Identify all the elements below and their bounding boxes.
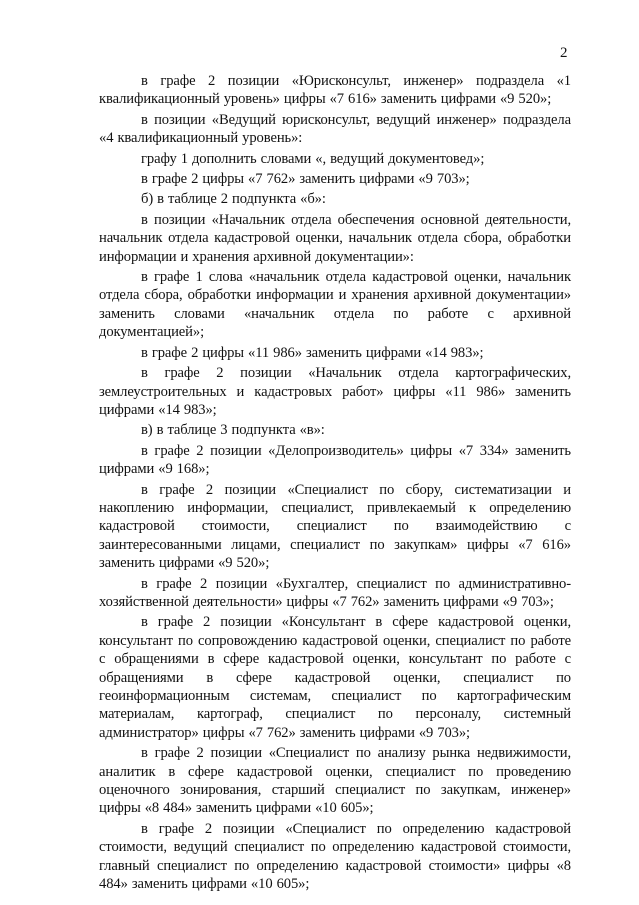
paragraph-1: в графе 2 позиции «Юрисконсульт, инженер» подраздела «1 квалификационный уровень» цифры «7 616» заменить цифрами «9 520»;	[99, 73, 571, 108]
paragraph-10: в) в таблице 3 подпункта «в»:	[141, 422, 325, 439]
paragraph-7: в графе 1 слова «начальник отдела кадастровой оценки, начальник отдела сбора, обработки информации и хранения архивной документации» заменить словами «начальник отдела по работе с архивной документацией»;	[99, 269, 571, 341]
paragraph-5: б) в таблице 2 подпункта «б»:	[141, 191, 326, 208]
paragraph-14: в графе 2 позиции «Консультант в сфере кадастровой оценки, консультант по сопровождению кадастровой оценки, специалист по работе с обращениями в сфере кадастровой оценки, консультант по работе с обращениями в сфере кадастровой оценки, специалист по геоинформационным системам, специалист по картографическим материалам, картограф, специалист по персоналу, системный администратор» цифры «7 762» заменить цифрами «9 703»;	[99, 614, 571, 741]
paragraph-6: в позиции «Начальник отдела обеспечения основной деятельности, начальник отдела кадастровой оценки, начальник отдела сбора, обработки информации и хранения архивной документации»:	[99, 211, 571, 265]
paragraph-9: в графе 2 позиции «Начальник отдела картографических, землеустроительных и кадастровых работ» цифры «11 986» заменить цифрами «14 983»;	[99, 365, 571, 418]
document-body	[99, 72, 571, 895]
paragraph-3: графу 1 дополнить словами «, ведущий документовед»;	[141, 150, 485, 167]
page-number: 2	[560, 45, 568, 61]
paragraph-13: в графе 2 позиции «Бухгалтер, специалист по административно-хозяйственной деятельности» цифры «7 762» заменить цифрами «9 703»;	[99, 575, 571, 610]
paragraph-4: в графе 2 цифры «7 762» заменить цифрами «9 703»;	[141, 171, 470, 188]
paragraph-11: в графе 2 позиции «Делопроизводитель» цифры «7 334» заменить цифрами «9 168»;	[99, 442, 571, 478]
paragraph-12: в графе 2 позиции «Специалист по сбору, систематизации и накоплению информации, специалист, привлекаемый к определению кадастровой стоимости, специалист по взаимодействию с заинтересованными лицами, специалист по закупкам» цифры «7 616» заменить цифрами «9 520»;	[99, 481, 571, 572]
paragraph-15: в графе 2 позиции «Специалист по анализу рынка недвижимости, аналитик в сфере кадастровой оценки, специалист по проведению оценочного зонирования, старший специалист по закупкам, инженер» цифры «8 484» заменить цифрами «10 605»;	[99, 745, 571, 817]
paragraph-2: в позиции «Ведущий юрисконсульт, ведущий инженер» подраздела «4 квалификационный уровень»:	[99, 111, 571, 147]
paragraph-8: в графе 2 цифры «11 986» заменить цифрами «14 983»;	[141, 344, 484, 361]
paragraph-16: в графе 2 позиции «Специалист по определению кадастровой стоимости, ведущий специалист по определению кадастровой стоимости, главный специалист по определению кадастровой стоимости» цифры «8 484» заменить цифрами «10 605»;	[99, 820, 571, 893]
